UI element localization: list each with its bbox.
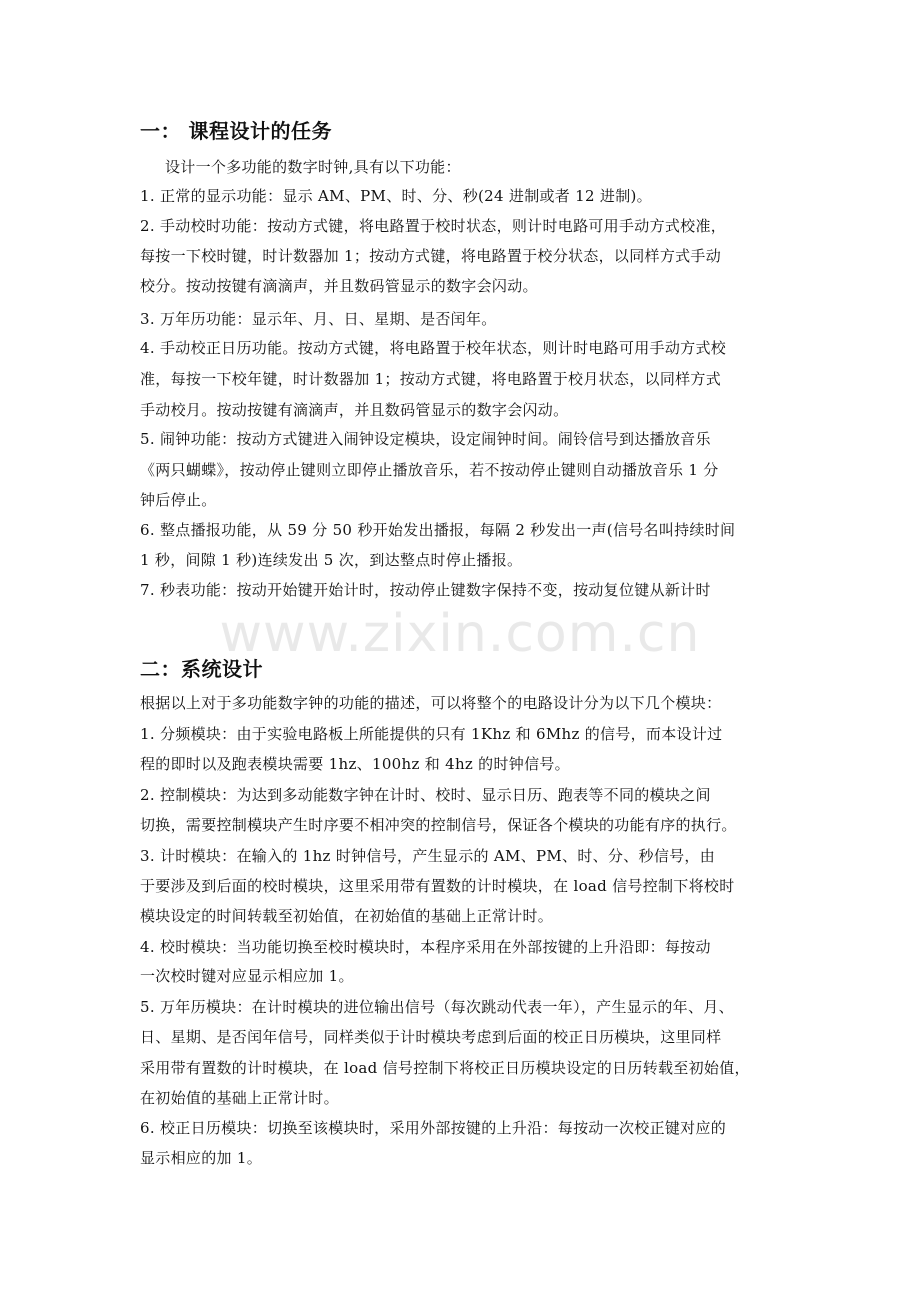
section-1-line: 准，每按一下校年键，时计数器加 1；按动方式键，将电路置于校月状态，以同样方式 <box>140 370 722 388</box>
section-2-line: 一次校时键对应显示相应加 1。 <box>140 967 354 985</box>
section-2-heading: 二：系统设计 <box>140 657 263 681</box>
section-2-line: 4. 校时模块：当功能切换至校时模块时，本程序采用在外部按键的上升沿即：每按动 <box>140 938 711 956</box>
section-2-line: 程的即时以及跑表模块需要 1hz、100hz 和 4hz 的时钟信号。 <box>140 755 570 773</box>
section-2-line: 1. 分频模块：由于实验电路板上所能提供的只有 1Khz 和 6Mhz 的信号，而本设计过 <box>140 725 723 743</box>
section-2-line: 在初始值的基础上正常计时。 <box>140 1089 339 1107</box>
section-1-line: 每按一下校时键，时计数器加 1；按动方式键，将电路置于校分状态，以同样方式手动 <box>140 247 722 265</box>
section-2-line: 切换，需要控制模块产生时序要不相冲突的控制信号，保证各个模块的功能有序的执行。 <box>140 816 737 834</box>
section-2-line: 于要涉及到后面的校时模块，这里采用带有置数的计时模块，在 load 信号控制下将校时 <box>140 877 735 895</box>
section-2-line: 显示相应的加 1。 <box>140 1149 263 1167</box>
watermark: www.zixin.com.cn <box>219 604 701 664</box>
section-1-line: 6. 整点播报功能，从 59 分 50 秒开始发出播报，每隔 2 秒发出一声(信号名叫持续时间 <box>140 521 736 539</box>
section-1-line: 7. 秒表功能：按动开始键开始计时，按动停止键数字保持不变，按动复位键从新计时 <box>140 581 711 599</box>
section-2-line: 6. 校正日历模块：切换至该模块时，采用外部按键的上升沿：每按动一次校正键对应的 <box>140 1119 727 1137</box>
section-1-line: 1 秒，间隙 1 秒)连续发出 5 次，到达整点时停止播报。 <box>140 551 523 569</box>
section-1-line: 3. 万年历功能：显示年、月、日、星期、是否闰年。 <box>140 310 497 328</box>
section-2-line: 模块设定的时间转载至初始值，在初始值的基础上正常计时。 <box>140 907 554 925</box>
section-2-line: 5. 万年历模块：在计时模块的进位输出信号（每次跳动代表一年），产生显示的年、月、 <box>140 998 734 1016</box>
section-1-heading: 一： 课程设计的任务 <box>140 119 332 143</box>
section-1-line: 钟后停止。 <box>140 491 217 509</box>
section-1-line: 手动校月。按动按键有滴滴声，并且数码管显示的数字会闪动。 <box>140 401 569 419</box>
section-1-line: 4. 手动校正日历功能。按动方式键，将电路置于校年状态，则计时电路可用手动方式校 <box>140 339 727 357</box>
section-1-line: 《两只蝴蝶》，按动停止键则立即停止播放音乐，若不按动停止键则自动播放音乐 1 分 <box>140 461 719 479</box>
section-1-line: 5. 闹钟功能：按动方式键进入闹钟设定模块，设定闹钟时间。闹铃信号到达播放音乐 <box>140 430 711 448</box>
section-2-line: 日、星期、是否闰年信号，同样类似于计时模块考虑到后面的校正日历模块，这里同样 <box>140 1028 722 1046</box>
section-1-line: 校分。按动按键有滴滴声，并且数码管显示的数字会闪动。 <box>140 277 538 295</box>
section-2-line: 采用带有置数的计时模块，在 load 信号控制下将校正日历模块设定的日历转载至初始值， <box>140 1059 750 1077</box>
section-2-line: 根据以上对于多功能数字钟的功能的描述，可以将整个的电路设计分为以下几个模块： <box>140 694 722 712</box>
section-1-line: 2. 手动校时功能：按动方式键，将电路置于校时状态，则计时电路可用手动方式校准， <box>140 217 727 235</box>
section-2-line: 2. 控制模块：为达到多动能数字钟在计时、校时、显示日历、跑表等不同的模块之间 <box>140 786 711 804</box>
section-2-line: 3. 计时模块：在输入的 1hz 时钟信号，产生显示的 AM、PM、时、分、秒信号，由 <box>140 847 716 865</box>
section-1-line: 1. 正常的显示功能：显示 AM、PM、时、分、秒(24 进制或者 12 进制)。 <box>140 187 652 205</box>
section-1-line: 设计一个多功能的数字时钟,具有以下功能： <box>165 158 461 176</box>
